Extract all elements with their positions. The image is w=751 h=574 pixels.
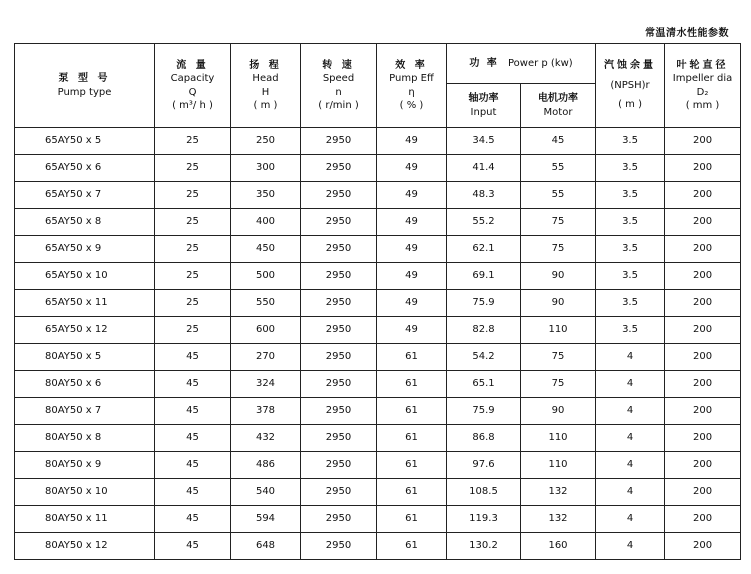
speed-cell: 2950 [301, 317, 377, 344]
head-cell: 450 [231, 236, 301, 263]
table-row [15, 533, 741, 560]
capacity-cell: 45 [155, 398, 231, 425]
speed-cell: 2950 [301, 209, 377, 236]
motor-power-cell: 110 [521, 425, 596, 452]
efficiency-cell: 61 [377, 533, 447, 560]
header-pump-type-zh: 泵 型 号 [58, 73, 111, 84]
motor-power-cell: 132 [521, 506, 596, 533]
speed-cell: 2950 [301, 263, 377, 290]
motor-power-cell: 45 [521, 128, 596, 155]
header-power [447, 44, 596, 84]
capacity-cell: 25 [155, 317, 231, 344]
header-speed-en: Speed [322, 73, 355, 84]
efficiency-cell: 61 [377, 452, 447, 479]
input-power-cell: 130.2 [447, 533, 521, 560]
input-power-cell: 55.2 [447, 209, 521, 236]
head-cell: 500 [231, 263, 301, 290]
speed-cell: 2950 [301, 479, 377, 506]
header-input-zh: 轴功率 [468, 93, 499, 104]
npsh-cell: 3.5 [596, 155, 665, 182]
head-cell: 600 [231, 317, 301, 344]
header-capacity [155, 44, 231, 128]
efficiency-cell: 49 [377, 317, 447, 344]
input-power-cell: 82.8 [447, 317, 521, 344]
model-cell: 65AY50 x 5 [15, 128, 155, 155]
motor-power-cell: 55 [521, 182, 596, 209]
head-cell: 324 [231, 371, 301, 398]
model-cell: 80AY50 x 9 [15, 452, 155, 479]
motor-power-cell: 110 [521, 452, 596, 479]
head-cell: 486 [231, 452, 301, 479]
table-row [15, 128, 741, 155]
header-capacity-en: Capacity [170, 73, 215, 84]
table-row [15, 452, 741, 479]
header-head-unit: ( m ) [253, 100, 278, 111]
impeller-dia-cell: 200 [665, 506, 741, 533]
npsh-cell: 3.5 [596, 182, 665, 209]
efficiency-cell: 49 [377, 155, 447, 182]
impeller-dia-cell: 200 [665, 263, 741, 290]
impeller-dia-cell: 200 [665, 371, 741, 398]
header-impeller-zh: 叶轮直径 [676, 59, 729, 71]
table-row [15, 182, 741, 209]
head-cell: 300 [231, 155, 301, 182]
head-cell: 400 [231, 209, 301, 236]
header-impeller-en: Impeller dia [672, 73, 733, 84]
table-row [15, 317, 741, 344]
capacity-cell: 25 [155, 263, 231, 290]
table-header [15, 44, 741, 128]
table-row [15, 506, 741, 533]
npsh-cell: 3.5 [596, 317, 665, 344]
efficiency-cell: 61 [377, 479, 447, 506]
impeller-dia-cell: 200 [665, 236, 741, 263]
table-row [15, 344, 741, 371]
npsh-cell: 4 [596, 479, 665, 506]
capacity-cell: 45 [155, 425, 231, 452]
input-power-cell: 65.1 [447, 371, 521, 398]
speed-cell: 2950 [301, 155, 377, 182]
header-head-zh: 扬 程 [249, 59, 282, 71]
efficiency-cell: 61 [377, 398, 447, 425]
motor-power-cell: 90 [521, 290, 596, 317]
efficiency-cell: 61 [377, 425, 447, 452]
header-input-en: Input [470, 106, 497, 118]
npsh-cell: 3.5 [596, 290, 665, 317]
header-impeller-symbol: D₂ [696, 86, 709, 98]
table-row [15, 209, 741, 236]
impeller-dia-cell: 200 [665, 317, 741, 344]
header-speed-symbol: n [335, 86, 342, 98]
model-cell: 80AY50 x 7 [15, 398, 155, 425]
capacity-cell: 45 [155, 533, 231, 560]
efficiency-cell: 49 [377, 209, 447, 236]
header-efficiency-en: Pump Eff [389, 73, 434, 84]
model-cell: 65AY50 x 12 [15, 317, 155, 344]
efficiency-cell: 61 [377, 344, 447, 371]
efficiency-cell: 61 [377, 506, 447, 533]
head-cell: 550 [231, 290, 301, 317]
impeller-dia-cell: 200 [665, 128, 741, 155]
impeller-dia-cell: 200 [665, 344, 741, 371]
model-cell: 65AY50 x 7 [15, 182, 155, 209]
capacity-cell: 25 [155, 290, 231, 317]
model-cell: 80AY50 x 10 [15, 479, 155, 506]
motor-power-cell: 90 [521, 263, 596, 290]
npsh-cell: 4 [596, 506, 665, 533]
header-power-en: Power p (kw) [507, 57, 573, 69]
npsh-cell: 4 [596, 398, 665, 425]
speed-cell: 2950 [301, 398, 377, 425]
npsh-cell: 4 [596, 344, 665, 371]
speed-cell: 2950 [301, 290, 377, 317]
table-caption: 常温清水性能参数 [645, 28, 729, 39]
speed-cell: 2950 [301, 182, 377, 209]
input-power-cell: 108.5 [447, 479, 521, 506]
capacity-cell: 25 [155, 182, 231, 209]
header-npsh-en: (NPSH)r [610, 79, 650, 91]
head-cell: 594 [231, 506, 301, 533]
header-efficiency [377, 44, 447, 128]
capacity-cell: 45 [155, 371, 231, 398]
motor-power-cell: 90 [521, 398, 596, 425]
model-cell: 65AY50 x 6 [15, 155, 155, 182]
model-cell: 65AY50 x 9 [15, 236, 155, 263]
npsh-cell: 3.5 [596, 128, 665, 155]
head-cell: 432 [231, 425, 301, 452]
speed-cell: 2950 [301, 506, 377, 533]
input-power-cell: 86.8 [447, 425, 521, 452]
npsh-cell: 4 [596, 452, 665, 479]
motor-power-cell: 110 [521, 317, 596, 344]
header-motor-en: Motor [543, 106, 573, 118]
motor-power-cell: 75 [521, 371, 596, 398]
header-motor-zh: 电机功率 [538, 93, 578, 104]
capacity-cell: 25 [155, 236, 231, 263]
head-cell: 378 [231, 398, 301, 425]
impeller-dia-cell: 200 [665, 182, 741, 209]
table-row [15, 425, 741, 452]
header-npsh-unit: ( m ) [618, 99, 642, 111]
capacity-cell: 45 [155, 344, 231, 371]
header-pump-type-en: Pump type [57, 86, 112, 98]
input-power-cell: 69.1 [447, 263, 521, 290]
header-impeller-unit: ( mm ) [685, 100, 720, 111]
table-row [15, 479, 741, 506]
header-impeller [665, 44, 741, 128]
header-head-en: Head [252, 73, 279, 84]
impeller-dia-cell: 200 [665, 479, 741, 506]
model-cell: 80AY50 x 6 [15, 371, 155, 398]
head-cell: 648 [231, 533, 301, 560]
impeller-dia-cell: 200 [665, 290, 741, 317]
header-motor [521, 84, 596, 128]
model-cell: 80AY50 x 12 [15, 533, 155, 560]
impeller-dia-cell: 200 [665, 452, 741, 479]
header-efficiency-unit: ( % ) [399, 100, 424, 111]
performance-table [14, 43, 741, 560]
model-cell: 65AY50 x 10 [15, 263, 155, 290]
capacity-cell: 25 [155, 128, 231, 155]
npsh-cell: 4 [596, 425, 665, 452]
model-cell: 80AY50 x 5 [15, 344, 155, 371]
header-head [231, 44, 301, 128]
table-row [15, 263, 741, 290]
header-npsh-zh: 汽蚀余量 [604, 60, 657, 72]
speed-cell: 2950 [301, 128, 377, 155]
input-power-cell: 75.9 [447, 290, 521, 317]
header-speed-zh: 转 速 [322, 59, 355, 71]
input-power-cell: 41.4 [447, 155, 521, 182]
impeller-dia-cell: 200 [665, 425, 741, 452]
efficiency-cell: 49 [377, 290, 447, 317]
table-row [15, 236, 741, 263]
input-power-cell: 54.2 [447, 344, 521, 371]
model-cell: 80AY50 x 11 [15, 506, 155, 533]
speed-cell: 2950 [301, 236, 377, 263]
model-cell: 65AY50 x 8 [15, 209, 155, 236]
table-row [15, 398, 741, 425]
efficiency-cell: 49 [377, 236, 447, 263]
speed-cell: 2950 [301, 533, 377, 560]
table-row [15, 371, 741, 398]
npsh-cell: 4 [596, 371, 665, 398]
input-power-cell: 119.3 [447, 506, 521, 533]
header-efficiency-zh: 效 率 [395, 59, 428, 71]
capacity-cell: 25 [155, 209, 231, 236]
motor-power-cell: 75 [521, 209, 596, 236]
impeller-dia-cell: 200 [665, 533, 741, 560]
speed-cell: 2950 [301, 344, 377, 371]
header-efficiency-symbol: η [408, 86, 415, 98]
motor-power-cell: 75 [521, 344, 596, 371]
impeller-dia-cell: 200 [665, 155, 741, 182]
model-cell: 65AY50 x 11 [15, 290, 155, 317]
motor-power-cell: 132 [521, 479, 596, 506]
efficiency-cell: 49 [377, 128, 447, 155]
header-speed [301, 44, 377, 128]
speed-cell: 2950 [301, 371, 377, 398]
speed-cell: 2950 [301, 452, 377, 479]
header-head-symbol: H [261, 86, 270, 98]
efficiency-cell: 49 [377, 263, 447, 290]
speed-cell: 2950 [301, 425, 377, 452]
input-power-cell: 75.9 [447, 398, 521, 425]
model-cell: 80AY50 x 8 [15, 425, 155, 452]
input-power-cell: 62.1 [447, 236, 521, 263]
header-pump-type [15, 44, 155, 128]
npsh-cell: 3.5 [596, 209, 665, 236]
npsh-cell: 4 [596, 533, 665, 560]
input-power-cell: 34.5 [447, 128, 521, 155]
table-body [15, 128, 741, 560]
table-row [15, 290, 741, 317]
npsh-cell: 3.5 [596, 263, 665, 290]
capacity-cell: 45 [155, 506, 231, 533]
header-capacity-zh: 流 量 [176, 59, 209, 71]
capacity-cell: 45 [155, 479, 231, 506]
npsh-cell: 3.5 [596, 236, 665, 263]
head-cell: 350 [231, 182, 301, 209]
header-npsh [596, 44, 665, 128]
header-capacity-unit: ( m³/ h ) [172, 100, 213, 111]
motor-power-cell: 55 [521, 155, 596, 182]
header-capacity-symbol: Q [188, 86, 197, 98]
header-speed-unit: ( r/min ) [318, 100, 359, 111]
motor-power-cell: 75 [521, 236, 596, 263]
head-cell: 250 [231, 128, 301, 155]
table-row [15, 155, 741, 182]
motor-power-cell: 160 [521, 533, 596, 560]
capacity-cell: 25 [155, 155, 231, 182]
impeller-dia-cell: 200 [665, 209, 741, 236]
input-power-cell: 97.6 [447, 452, 521, 479]
head-cell: 540 [231, 479, 301, 506]
header-input [447, 84, 521, 128]
header-power-zh: 功 率 [469, 57, 499, 69]
capacity-cell: 45 [155, 452, 231, 479]
input-power-cell: 48.3 [447, 182, 521, 209]
head-cell: 270 [231, 344, 301, 371]
impeller-dia-cell: 200 [665, 398, 741, 425]
efficiency-cell: 61 [377, 371, 447, 398]
efficiency-cell: 49 [377, 182, 447, 209]
